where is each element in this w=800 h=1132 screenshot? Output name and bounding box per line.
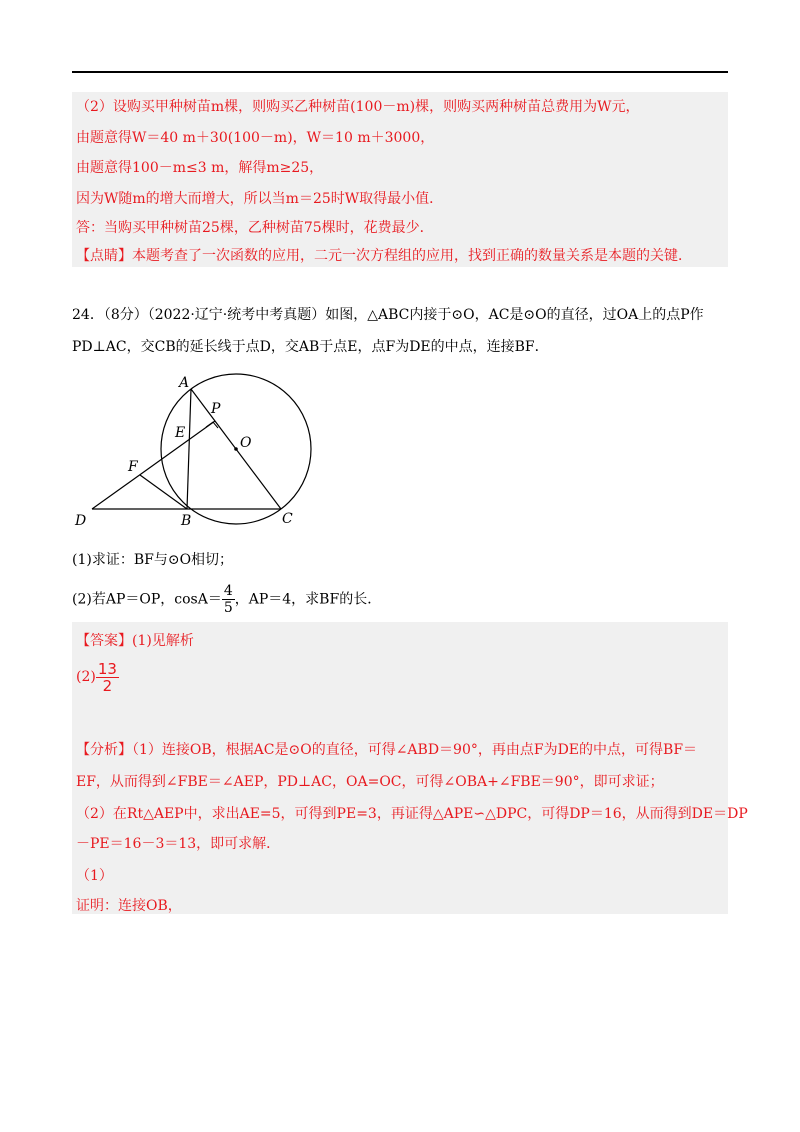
analysis-line-3: （2）在Rt△AEP中，求出AE=5，可得到PE=3，再证得△APE∽△DPC，可得DP＝16，从而得到DE＝DP bbox=[76, 806, 748, 822]
prev-solution-line-5: 答：当购买甲种树苗25棵，乙种树苗75棵时，花费最少． bbox=[76, 220, 434, 236]
question-part-2 bbox=[72, 583, 381, 616]
cos-fraction-denominator: 5 bbox=[223, 600, 233, 616]
center-dot bbox=[234, 447, 238, 451]
prev-solution-block bbox=[72, 92, 728, 267]
question-stem-line-2: PD⊥AC，交CB的延长线于点D，交AB于点E，点F为DE的中点，连接BF． bbox=[72, 339, 549, 355]
label-e: E bbox=[175, 425, 186, 441]
analysis-line-6: 证明：连接OB， bbox=[76, 898, 182, 914]
segment-bf bbox=[140, 475, 187, 509]
label-o: O bbox=[240, 435, 252, 451]
question-part-2-prefix: (2)若AP＝OP，cosA＝ bbox=[72, 591, 222, 608]
label-b: B bbox=[181, 513, 192, 529]
label-f: F bbox=[128, 459, 138, 475]
question-part-2-suffix: ，AP＝4，求BF的长． bbox=[234, 591, 382, 608]
label-p: P bbox=[211, 401, 221, 417]
geometry-figure bbox=[60, 365, 320, 540]
header-rule bbox=[72, 71, 728, 73]
label-c: C bbox=[282, 511, 293, 527]
prev-solution-comment: 【点睛】本题考查了一次函数的应用，二元一次方程组的应用，找到正确的数量关系是本题的关键． bbox=[76, 248, 692, 264]
label-d: D bbox=[75, 513, 87, 529]
answer-fraction-numerator: 13 bbox=[97, 659, 117, 678]
answer-part-2 bbox=[76, 658, 119, 696]
answer-block bbox=[72, 622, 728, 914]
cos-fraction bbox=[222, 583, 235, 616]
prev-solution-line-4: 因为W随m的增大而增大，所以当m＝25时W取得最小值． bbox=[76, 191, 444, 207]
prev-solution-line-3: 由题意得100－m≤3 m，解得m≥25， bbox=[76, 160, 324, 176]
question-part-1: (1)求证：BF与⊙O相切； bbox=[72, 552, 234, 568]
answer-fraction-denominator: 2 bbox=[102, 676, 113, 695]
answer-header: 【答案】(1)见解析 bbox=[76, 633, 194, 649]
answer-fraction bbox=[96, 661, 119, 694]
segment-dp bbox=[92, 421, 215, 509]
analysis-line-1: 【分析】（1）连接OB，根据AC是⊙O的直径，可得∠ABD＝90°，再由点F为DE的中点，可得BF＝ bbox=[76, 742, 698, 758]
cos-fraction-numerator: 4 bbox=[223, 583, 233, 599]
analysis-line-4: －PE＝16－3＝13，即可求解． bbox=[76, 836, 281, 852]
answer-part-2-prefix: (2) bbox=[76, 669, 96, 685]
label-a: A bbox=[179, 375, 190, 391]
analysis-line-2: EF，从而得到∠FBE＝∠AEP，PD⊥AC，OA=OC，可得∠OBA+∠FBE＝90°，即可求证； bbox=[76, 774, 664, 790]
segment-ab bbox=[187, 389, 191, 509]
prev-solution-line-2: 由题意得W＝40 m＋30(100－m)，W＝10 m＋3000， bbox=[76, 130, 435, 146]
prev-solution-line-1: （2）设购买甲种树苗m棵，则购买乙种树苗(100－m)棵，则购买两种树苗总费用为W元， bbox=[76, 99, 640, 115]
question-stem-line-1: 24．（8分）（2022·辽宁·统考中考真题）如图，△ABC内接于⊙O，AC是⊙O的直径，过OA上的点P作 bbox=[72, 307, 704, 323]
analysis-line-5: （1） bbox=[76, 868, 113, 884]
